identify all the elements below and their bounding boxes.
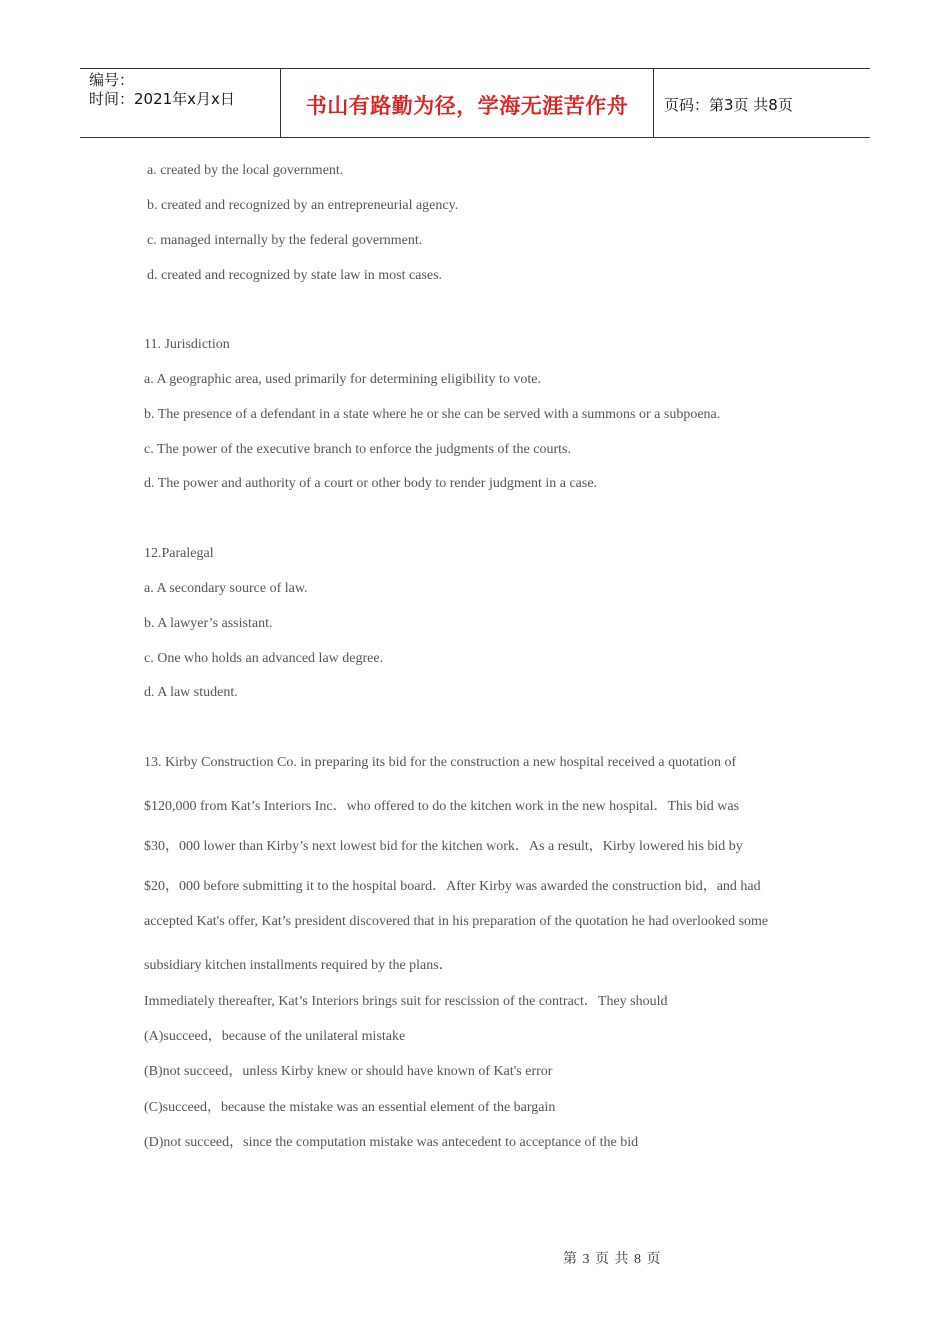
option-12d: d. A law student. [144,685,238,700]
option-10d: d. created and recognized by state law in most cases. [147,268,443,283]
page-info: 页码：第3页 共8页 [664,95,793,114]
option-11d: d. The power and authority of a court or other body to render judgment in a case. [144,476,598,491]
option-13d: (D)not succeed，since the computation mistake was antecedent to acceptance of the bid [144,1135,639,1150]
question-13-text-line: 13. Kirby Construction Co. in preparing its bid for the construction a new hospital received a quotation of [144,755,737,770]
question-13-text-line: subsidiary kitchen installments required by the plans． [144,958,453,973]
option-13a: (A)succeed，because of the unilateral mistake [144,1029,406,1044]
option-10b: b. created and recognized by an entrepreneurial agency. [147,198,459,213]
option-11c: c. The power of the executive branch to enforce the judgments of the courts. [144,442,571,457]
question-13-prompt: Immediately thereafter, Kat’s Interiors brings suit for rescission of the contract．They should [144,994,668,1009]
header-right-cell [654,70,870,138]
option-12a: a. A secondary source of law. [144,581,308,596]
question-13-text-line: $30，000 lower than Kirby’s next lowest bid for the kitchen work．As a result，Kirby lowered his bid by [144,839,743,854]
option-12c: c. One who holds an advanced law degree. [144,651,384,666]
option-13b: (B)not succeed，unless Kirby knew or should have known of Kat's error [144,1064,553,1079]
number-label: 编号： [89,71,135,89]
option-10c: c. managed internally by the federal government. [147,233,423,248]
question-11-title: 11. Jurisdiction [144,337,230,352]
motto: 书山有路勤为径，学海无涯苦作舟 [305,94,629,118]
option-10a: a. created by the local government. [147,163,344,178]
time-label: 时间：2021年x月x日 [89,90,235,108]
option-11b: b. The presence of a defendant in a state where he or she can be served with a summons or a subpoena. [144,407,721,422]
question-12-title: 12.Paralegal [144,546,214,561]
page-footer: 第 3 页 共 8 页 [563,1252,662,1267]
option-12b: b. A lawyer’s assistant. [144,616,273,631]
header-left-cell [80,69,281,137]
page-header [80,68,870,138]
option-13c: (C)succeed，because the mistake was an essential element of the bargain [144,1100,556,1115]
header-middle-cell [281,69,654,137]
question-13-text-line: $20，000 before submitting it to the hospital board．After Kirby was awarded the construction bid，and had [144,879,761,894]
option-11a: a. A geographic area, used primarily for determining eligibility to vote. [144,372,541,387]
question-13-text-line: accepted Kat's offer, Kat’s president discovered that in his preparation of the quotation he had overlooked some [144,914,769,929]
question-13-text-line: $120,000 from Kat’s Interiors Inc．who offered to do the kitchen work in the new hospital．This bid was [144,799,740,814]
